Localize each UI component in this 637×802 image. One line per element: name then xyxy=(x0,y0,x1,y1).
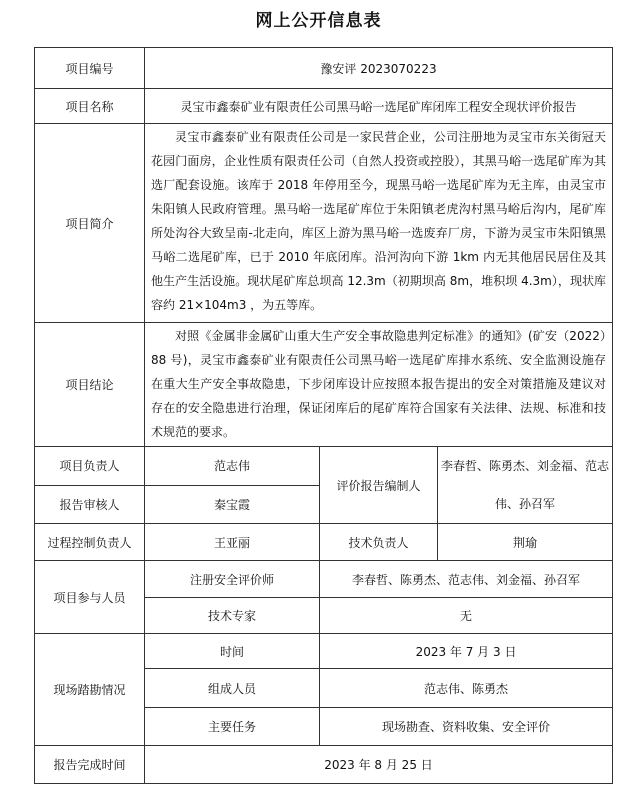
label-site: 现场踏勘情况 xyxy=(35,634,145,746)
value-registered: 李春哲、陈勇杰、范志伟、刘金福、孙召军 xyxy=(320,561,613,598)
label-number: 项目编号 xyxy=(35,48,145,89)
table-row xyxy=(35,323,613,447)
table-row xyxy=(35,89,613,124)
page-title: 网上公开信息表 xyxy=(255,11,382,31)
value-conclusion-cell xyxy=(145,323,613,447)
label-participants: 项目参与人员 xyxy=(35,561,145,634)
value-expert: 无 xyxy=(320,598,613,634)
table-row xyxy=(35,447,613,486)
value-process-ctrl: 王亚丽 xyxy=(145,524,320,561)
label-tasks: 主要任务 xyxy=(145,708,320,746)
label-conclusion: 项目结论 xyxy=(35,323,145,447)
value-intro-cell xyxy=(145,124,613,323)
label-finish-time: 报告完成时间 xyxy=(35,746,145,784)
label-expert: 技术专家 xyxy=(145,598,320,634)
label-time: 时间 xyxy=(145,634,320,669)
table-row xyxy=(35,124,613,323)
label-leader: 项目负责人 xyxy=(35,447,145,486)
value-name: 灵宝市鑫泰矿业有限责任公司黑马峪一选尾矿库闭库工程安全现状评价报告 xyxy=(145,89,613,124)
value-number: 豫安评 2023070223 xyxy=(145,48,613,89)
value-conclusion: 对照《金属非金属矿山重大生产安全事故隐患判定标准》的通知》(矿安（2022）88 号)，灵宝市鑫泰矿业有限责任公司黑马峪一选尾矿库排水系统、安全监测设施存在重大生产安全事故隐患，下步闭库设计应按照本报告提出的安全对策措施及建议对存在的安全隐患进行治理，保证闭库后的尾矿库符合国家有关法律、法规、标准和技术规范的要求。 xyxy=(151,329,607,439)
table-row xyxy=(35,561,613,598)
value-tech-lead: 荆瑜 xyxy=(438,524,613,561)
label-process-ctrl: 过程控制负责人 xyxy=(35,524,145,561)
label-tech-lead: 技术负责人 xyxy=(320,524,438,561)
label-compiler: 评价报告编制人 xyxy=(320,447,438,524)
value-tasks: 现场勘查、资料收集、安全评价 xyxy=(320,708,613,746)
table-row xyxy=(35,48,613,89)
value-compiler: 李春哲、陈勇杰、刘金福、范志伟、孙召军 xyxy=(438,447,613,524)
info-table xyxy=(34,47,613,784)
value-finish-time: 2023 年 8 月 25 日 xyxy=(145,746,613,784)
label-intro: 项目简介 xyxy=(35,124,145,323)
value-intro: 灵宝市鑫泰矿业有限责任公司是一家民营企业，公司注册地为灵宝市东关街冠天花园门面房，企业性质有限责任公司（自然人投资或控股），其黑马峪一选尾矿库为其选厂配套设施。该库于 2018 年停用至今，现黑马峪一选尾矿库为无主库，由灵宝市朱阳镇人民政府管理。黑马峪一选尾矿库位于朱阳镇老虎沟村黑马峪后沟内，尾矿库所处沟谷大致呈南-北走向，库区上游为黑马峪一选废弃厂房，下游为灵宝市朱阳镇黑马峪二选尾矿库，已于 2010 年底闭库。沿河沟向下游 1km 内无其他居民居住及其他生产生活设施。现状尾矿库总坝高 12.3m（初期坝高 8m，堆积坝 4.3m），现状库容约 21×104m3 ，为五等库。 xyxy=(151,130,607,312)
label-reviewer: 报告审核人 xyxy=(35,485,145,524)
label-name: 项目名称 xyxy=(35,89,145,124)
value-members: 范志伟、陈勇杰 xyxy=(320,669,613,708)
value-time: 2023 年 7 月 3 日 xyxy=(320,634,613,669)
label-members: 组成人员 xyxy=(145,669,320,708)
table-row xyxy=(35,746,613,784)
value-reviewer: 秦宝霞 xyxy=(145,485,320,524)
label-registered: 注册安全评价师 xyxy=(145,561,320,598)
table-row xyxy=(35,634,613,669)
value-leader: 范志伟 xyxy=(145,447,320,486)
table-row xyxy=(35,524,613,561)
